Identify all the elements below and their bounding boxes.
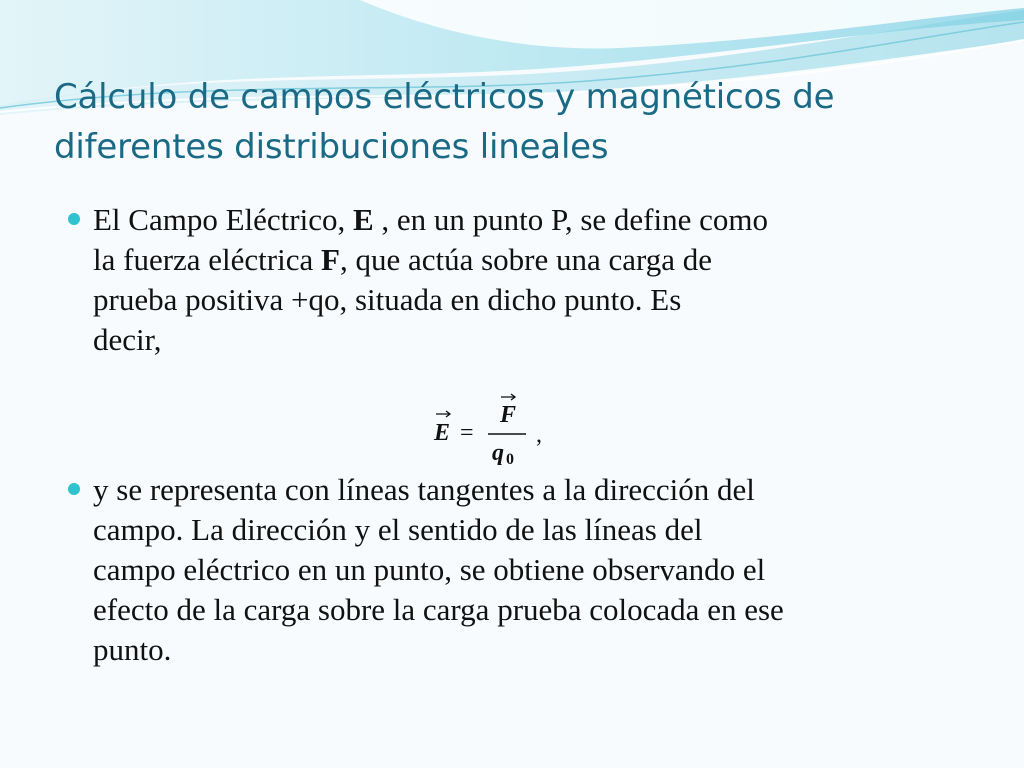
bullet-line: campo. La dirección y el sentido de las líneas del [93,512,703,547]
formula-numerator: F [500,402,517,428]
text-run: , que actúa sobre una carga de [339,242,713,277]
vector-arrow-icon [501,394,515,400]
bullet-dot-icon [68,213,80,225]
bullet-text [93,470,976,670]
formula-e-equals-f-over-q0 [430,392,560,472]
text-run: la fuerza eléctrica [93,242,322,277]
bullet-text [93,200,966,360]
vector-f-bold: F [321,242,340,277]
formula-equals: = [460,420,474,446]
bullet-line: y se representa con líneas tangentes a la dirección del [93,472,755,507]
title-line-2: diferentes distribuciones lineales [54,127,609,167]
bullet-item-representation [66,470,976,670]
text-run: El Campo Eléctrico, [93,202,353,237]
bullet-item-definition [66,200,966,360]
bullet-line: campo eléctrico en un punto, se obtiene observando el [93,552,766,587]
bullet-list-2 [66,470,976,670]
bullet-list [66,200,966,360]
slide-title [54,72,954,172]
vector-e-bold: E [352,202,374,237]
formula-lhs: E [434,420,451,446]
bullet-line: efecto de la carga sobre la carga prueba colocada en ese [93,592,784,627]
bullet-dot-icon [68,483,80,495]
bullet-line: prueba positiva +qo, situada en dicho punto. Es [93,282,682,317]
text-run: , en un punto P, se define como [373,202,768,237]
formula-trailing-comma: , [536,422,542,448]
vector-arrow-icon [436,411,450,417]
bullet-line: decir, [93,322,162,357]
title-line-1: Cálculo de campos eléctricos y magnéticos de [54,77,835,117]
bullet-line: punto. [93,632,172,667]
formula-denominator: q [492,440,504,466]
formula-subscript: 0 [506,451,514,468]
bullet-line [93,200,966,240]
bullet-line [93,240,966,280]
